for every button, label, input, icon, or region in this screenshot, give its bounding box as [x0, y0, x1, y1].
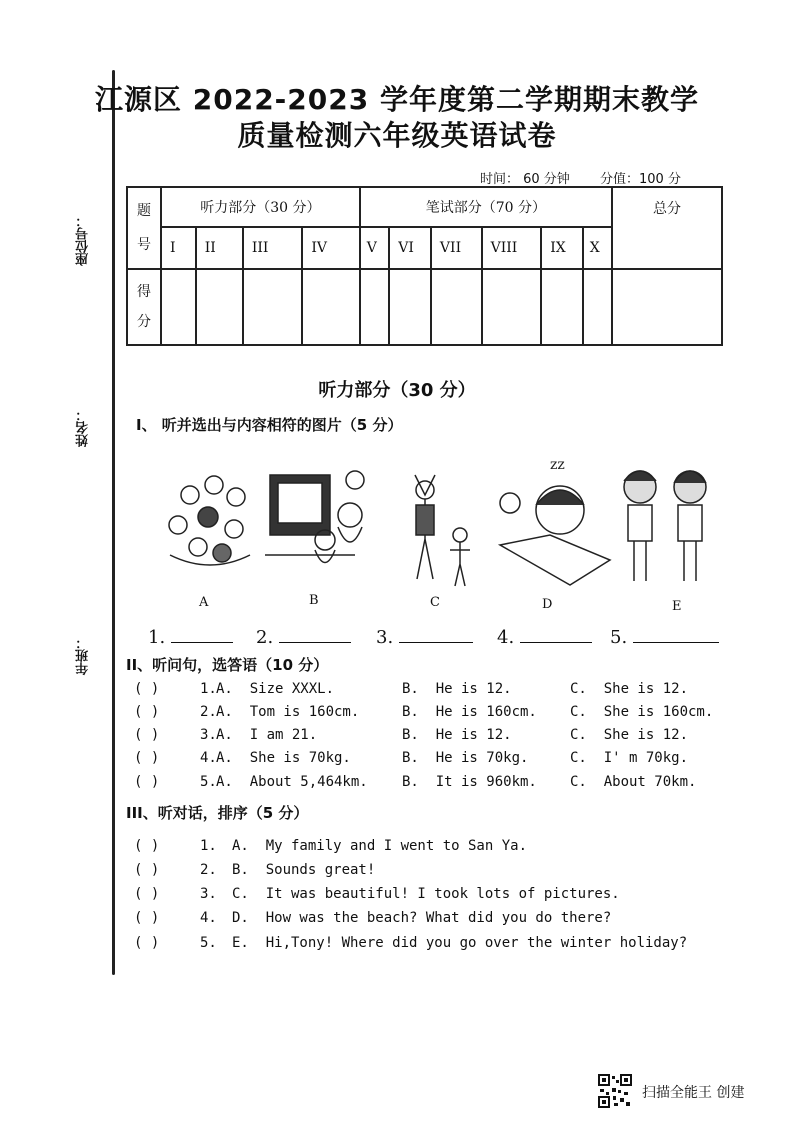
blank-number: 2. [256, 627, 274, 648]
answer-bracket[interactable]: ( ) [134, 750, 160, 766]
col-4: IV [302, 227, 359, 269]
listening-header: 听力部分（30 分） [161, 187, 360, 227]
picture-label-a: A [199, 595, 209, 610]
score-cell[interactable] [360, 269, 389, 345]
option-a: A. Tom is 160cm. [216, 704, 360, 720]
col-2: II [196, 227, 243, 269]
item-number: 1. [200, 838, 217, 854]
part3-heading: III、听对话，排序（5 分） [126, 804, 309, 822]
picture-label-c: C [430, 595, 440, 610]
option-c: C. She is 12. [570, 727, 689, 743]
picture-e-kids [624, 471, 706, 581]
binding-line [112, 70, 115, 975]
answer-bracket[interactable]: ( ) [134, 862, 160, 878]
option-c: C. I' m 70kg. [570, 750, 689, 766]
score-cell[interactable] [482, 269, 542, 345]
score-cell[interactable] [161, 269, 196, 345]
col-9: IX [541, 227, 582, 269]
blank-number: 1. [148, 627, 166, 648]
answer-blank-2[interactable] [256, 627, 351, 648]
answer-bracket[interactable]: ( ) [134, 727, 160, 743]
svg-text:zz: zz [550, 457, 565, 473]
item-number: 2. [200, 862, 217, 878]
score-cell[interactable] [302, 269, 359, 345]
total-score-cell[interactable] [612, 269, 722, 345]
score-table [126, 186, 723, 346]
blank-number: 5. [610, 627, 628, 648]
row-head-score: 得 分 [127, 269, 161, 345]
item-number: 2. [200, 704, 217, 720]
class-label: 年班： [76, 636, 91, 675]
picture-a-crowd [169, 476, 250, 565]
dialogue-line: B. Sounds great! [232, 862, 376, 878]
listening-section-title: 听力部分（30 分） [318, 380, 476, 401]
option-a: A. Size XXXL. [216, 681, 335, 697]
total-score-label: 分值：100 分 [600, 172, 681, 187]
writing-header: 笔试部分（70 分） [360, 187, 612, 227]
col-8: VIII [482, 227, 542, 269]
total-header: 总分 [612, 187, 722, 269]
score-cell[interactable] [431, 269, 482, 345]
score-cell[interactable] [541, 269, 582, 345]
picture-d-sleeping [500, 457, 610, 585]
part2-heading: II、听问句，选答语（10 分） [126, 656, 329, 674]
score-cell[interactable] [243, 269, 302, 345]
picture-b-tv [265, 471, 364, 563]
option-c: C. She is 160cm. [570, 704, 714, 720]
scanner-watermark: 扫描全能王 创建 [642, 1085, 745, 1101]
row-head-question: 题 号 [127, 187, 161, 269]
col-1: I [161, 227, 196, 269]
col-6: VI [389, 227, 431, 269]
col-7: VII [431, 227, 482, 269]
answer-bracket[interactable]: ( ) [134, 886, 160, 902]
answer-bracket[interactable]: ( ) [134, 838, 160, 854]
col-3: III [243, 227, 302, 269]
col-10: X [583, 227, 612, 269]
option-b: B. It is 960km. [402, 774, 537, 790]
answer-blank-5[interactable] [610, 627, 719, 648]
item-number: 4. [200, 910, 217, 926]
answer-blank-1[interactable] [148, 627, 233, 648]
blank-number: 4. [497, 627, 515, 648]
exam-title-line1: 江源区 2022-2023 学年度第二学期期末教学 [95, 83, 699, 116]
part1-heading: I、 听并选出与内容相符的图片（5 分） [136, 416, 403, 434]
exam-title-line2: 质量检测六年级英语试卷 [237, 119, 557, 152]
score-cell[interactable] [389, 269, 431, 345]
picture-label-b: B [309, 593, 319, 608]
time-label: 时间： 60 分钟 [480, 172, 570, 187]
option-b: B. He is 12. [402, 681, 512, 697]
seat-label: 座位号： [76, 214, 91, 266]
option-c: C. About 70km. [570, 774, 697, 790]
option-b: B. He is 12. [402, 727, 512, 743]
answer-bracket[interactable]: ( ) [134, 935, 160, 951]
answer-bracket[interactable]: ( ) [134, 681, 160, 697]
dialogue-line: E. Hi,Tony! Where did you go over the winter holiday? [232, 935, 688, 951]
picture-options [150, 455, 740, 605]
item-number: 5. [200, 774, 217, 790]
score-cell[interactable] [196, 269, 243, 345]
dialogue-line: D. How was the beach? What did you do there? [232, 910, 612, 926]
answer-bracket[interactable]: ( ) [134, 774, 160, 790]
item-number: 4. [200, 750, 217, 766]
blank-number: 3. [376, 627, 394, 648]
item-number: 3. [200, 727, 217, 743]
item-number: 3. [200, 886, 217, 902]
answer-blank-4[interactable] [497, 627, 592, 648]
item-number: 1. [200, 681, 217, 697]
option-b: B. He is 160cm. [402, 704, 537, 720]
qr-code-icon [598, 1074, 632, 1108]
dialogue-line: A. My family and I went to San Ya. [232, 838, 528, 854]
col-5: V [360, 227, 389, 269]
item-number: 5. [200, 935, 217, 951]
score-cell[interactable] [583, 269, 612, 345]
option-a: A. About 5,464km. [216, 774, 368, 790]
answer-bracket[interactable]: ( ) [134, 910, 160, 926]
answer-blank-3[interactable] [376, 627, 473, 648]
dialogue-line: C. It was beautiful! I took lots of pictures. [232, 886, 620, 902]
picture-c-exercise [415, 475, 470, 586]
option-b: B. He is 70kg. [402, 750, 529, 766]
picture-label-d: D [542, 597, 553, 612]
answer-bracket[interactable]: ( ) [134, 704, 160, 720]
option-a: A. I am 21. [216, 727, 318, 743]
name-label: 姓名： [76, 408, 91, 447]
option-c: C. She is 12. [570, 681, 689, 697]
option-a: A. She is 70kg. [216, 750, 351, 766]
picture-label-e: E [672, 599, 682, 614]
